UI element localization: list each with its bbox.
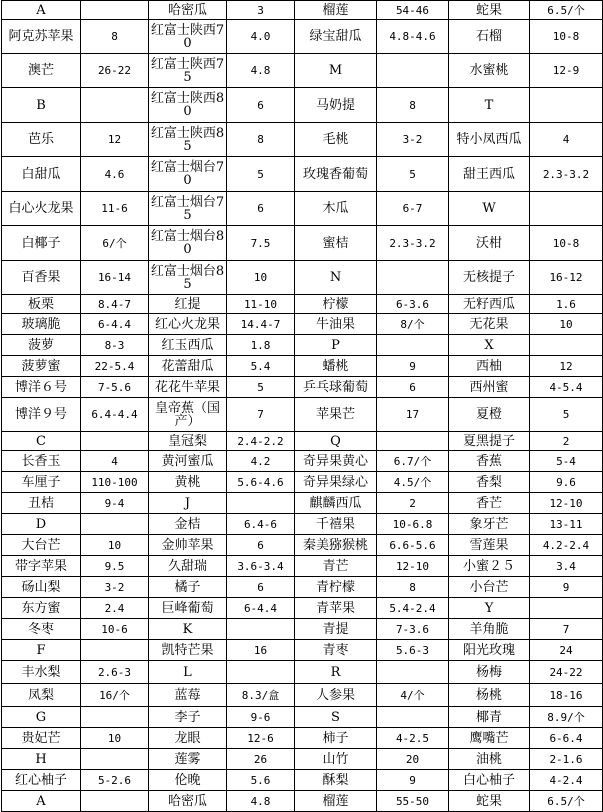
fruit-name-cell: 红富士烟台75 (149, 192, 227, 226)
price-cell: 3-2 (81, 577, 149, 598)
price-cell: 5.4-2.4 (377, 598, 449, 619)
fruit-name-cell: 香梨 (449, 472, 530, 493)
price-cell: 3-2 (377, 123, 449, 157)
price-cell: 10 (81, 535, 149, 556)
fruit-name-cell: 香蕉 (449, 451, 530, 472)
price-cell: 2.6-3 (81, 661, 149, 684)
price-cell: 7-3.6 (377, 619, 449, 640)
price-cell (227, 619, 295, 640)
fruit-name-cell: 蟠桃 (295, 356, 377, 377)
price-cell: 3 (227, 1, 295, 20)
fruit-name-cell: 龙眼 (149, 728, 227, 749)
fruit-name-cell: 东方蜜 (2, 598, 81, 619)
fruit-name-cell: 板栗 (2, 295, 81, 314)
fruit-name-cell: 蛇果 (449, 1, 530, 20)
table-row (2, 598, 603, 619)
table-row (2, 398, 603, 432)
fruit-name-cell: N (295, 261, 377, 295)
fruit-name-cell: Q (295, 432, 377, 451)
price-cell: 2.4-2.2 (227, 432, 295, 451)
fruit-name-cell: 绿宝甜瓜 (295, 20, 377, 54)
price-cell: 5 (227, 157, 295, 192)
price-cell: 12-6 (227, 728, 295, 749)
price-cell: 16 (227, 640, 295, 661)
price-cell: 11-10 (227, 295, 295, 314)
price-cell: 4-5.4 (530, 377, 603, 398)
fruit-name-cell: 苹果芒 (295, 398, 377, 432)
fruit-name-cell: 蜜桔 (295, 226, 377, 261)
fruit-name-cell: 无花果 (449, 314, 530, 335)
fruit-name-cell: H (2, 749, 81, 770)
fruit-name-cell: 芭乐 (2, 123, 81, 157)
fruit-name-cell: 百香果 (2, 261, 81, 295)
price-cell (81, 514, 149, 535)
fruit-name-cell: 青芒 (295, 556, 377, 577)
price-cell: 10-8 (530, 20, 603, 54)
fruit-price-table (1, 0, 603, 812)
price-cell (81, 88, 149, 123)
table-row (2, 514, 603, 535)
table-row (2, 356, 603, 377)
fruit-name-cell: 哈密瓜 (149, 791, 227, 812)
table-row (2, 451, 603, 472)
price-cell: 9-6 (227, 707, 295, 728)
fruit-name-cell: K (149, 619, 227, 640)
price-cell: 4.6 (81, 157, 149, 192)
price-cell: 11-6 (81, 192, 149, 226)
fruit-name-cell: 青苹果 (295, 598, 377, 619)
table-row (2, 192, 603, 226)
table-row (2, 314, 603, 335)
fruit-name-cell: 雪莲果 (449, 535, 530, 556)
fruit-name-cell: 黄桃 (149, 472, 227, 493)
fruit-name-cell: 奇异果黄心 (295, 451, 377, 472)
fruit-name-cell: 冬枣 (2, 619, 81, 640)
fruit-name-cell: 李子 (149, 707, 227, 728)
price-cell: 5 (227, 377, 295, 398)
price-cell: 6 (227, 192, 295, 226)
price-cell: 4.8-4.6 (377, 20, 449, 54)
price-cell (377, 661, 449, 684)
price-cell: 7-5.6 (81, 377, 149, 398)
fruit-name-cell: T (449, 88, 530, 123)
fruit-name-cell: 红富士陕西85 (149, 123, 227, 157)
price-cell: 6-4.4 (227, 598, 295, 619)
fruit-name-cell: W (449, 192, 530, 226)
fruit-name-cell: 无籽西瓜 (449, 295, 530, 314)
price-cell: 4/个 (377, 684, 449, 707)
price-cell: 54-46 (377, 1, 449, 20)
table-row (2, 707, 603, 728)
price-cell: 4-2.4 (530, 770, 603, 791)
price-cell: 6-6.4 (530, 728, 603, 749)
price-cell (81, 1, 149, 20)
price-cell: 4.5/个 (377, 472, 449, 493)
fruit-name-cell: L (149, 661, 227, 684)
fruit-name-cell: 夏橙 (449, 398, 530, 432)
price-cell: 6/个 (81, 226, 149, 261)
fruit-name-cell: 阿克苏苹果 (2, 20, 81, 54)
fruit-name-cell: 红富士烟台85 (149, 261, 227, 295)
price-cell: 4 (530, 123, 603, 157)
price-cell: 10 (81, 728, 149, 749)
fruit-name-cell: J (149, 493, 227, 514)
fruit-name-cell: 哈密瓜 (149, 1, 227, 20)
price-cell: 10-8 (530, 226, 603, 261)
price-cell: 3.4 (530, 556, 603, 577)
fruit-name-cell: 玻璃脆 (2, 314, 81, 335)
price-cell: 1.8 (227, 335, 295, 356)
price-cell (377, 335, 449, 356)
fruit-name-cell: 酥梨 (295, 770, 377, 791)
price-cell: 7 (530, 619, 603, 640)
price-cell: 10-6 (81, 619, 149, 640)
fruit-name-cell: 皇冠梨 (149, 432, 227, 451)
fruit-name-cell: 麒麟西瓜 (295, 493, 377, 514)
fruit-name-cell: 杨桃 (449, 684, 530, 707)
fruit-name-cell: 车厘子 (2, 472, 81, 493)
table-row (2, 684, 603, 707)
price-cell: 8.3/盒 (227, 684, 295, 707)
fruit-name-cell: 丑桔 (2, 493, 81, 514)
fruit-name-cell: 阳光玫瑰 (449, 640, 530, 661)
fruit-name-cell: 贵妃芒 (2, 728, 81, 749)
fruit-name-cell: 红富士陕西75 (149, 54, 227, 88)
fruit-name-cell: 杨梅 (449, 661, 530, 684)
fruit-name-cell: B (2, 88, 81, 123)
fruit-name-cell: P (295, 335, 377, 356)
price-cell: 2.3-3.2 (530, 157, 603, 192)
fruit-name-cell: 无核提子 (449, 261, 530, 295)
fruit-name-cell: 砀山梨 (2, 577, 81, 598)
fruit-name-cell: 水蜜桃 (449, 54, 530, 88)
fruit-name-cell: 蓝莓 (149, 684, 227, 707)
price-cell: 24 (530, 640, 603, 661)
price-cell: 5 (530, 398, 603, 432)
table-row (2, 640, 603, 661)
fruit-name-cell: 莲雾 (149, 749, 227, 770)
table-row (2, 261, 603, 295)
fruit-name-cell: 丰水梨 (2, 661, 81, 684)
price-cell: 6.5/个 (530, 1, 603, 20)
fruit-name-cell: 白心柚子 (449, 770, 530, 791)
fruit-name-cell: 西州蜜 (449, 377, 530, 398)
fruit-name-cell: R (295, 661, 377, 684)
fruit-name-cell: 西柚 (449, 356, 530, 377)
price-cell: 5 (377, 157, 449, 192)
price-cell: 5.6-3 (377, 640, 449, 661)
price-cell: 24-22 (530, 661, 603, 684)
fruit-name-cell: 象牙芒 (449, 514, 530, 535)
price-cell (81, 707, 149, 728)
price-cell: 16-12 (530, 261, 603, 295)
fruit-name-cell: 牛油果 (295, 314, 377, 335)
fruit-name-cell: F (2, 640, 81, 661)
price-cell: 12 (530, 356, 603, 377)
fruit-name-cell: 柿子 (295, 728, 377, 749)
price-cell: 8.4-7 (81, 295, 149, 314)
price-cell: 10 (530, 314, 603, 335)
fruit-name-cell: 红富士烟台70 (149, 157, 227, 192)
price-cell: 26-22 (81, 54, 149, 88)
price-cell: 110-100 (81, 472, 149, 493)
price-cell (530, 192, 603, 226)
price-cell: 6-3.6 (377, 295, 449, 314)
price-cell: 9 (530, 577, 603, 598)
fruit-name-cell: 奇异果绿心 (295, 472, 377, 493)
price-cell: 6.5/个 (530, 791, 603, 812)
price-cell: 4.8 (227, 791, 295, 812)
price-cell: 6 (377, 377, 449, 398)
price-cell: 5.4 (227, 356, 295, 377)
price-cell: 6 (227, 577, 295, 598)
price-cell: 17 (377, 398, 449, 432)
fruit-name-cell: A (2, 1, 81, 20)
fruit-name-cell: 白心火龙果 (2, 192, 81, 226)
fruit-name-cell: 凤梨 (2, 684, 81, 707)
price-cell: 3.6-3.4 (227, 556, 295, 577)
price-cell: 4.0 (227, 20, 295, 54)
table-row (2, 54, 603, 88)
fruit-name-cell: 巨峰葡萄 (149, 598, 227, 619)
fruit-name-cell: 白甜瓜 (2, 157, 81, 192)
fruit-name-cell: 木瓜 (295, 192, 377, 226)
table-row (2, 728, 603, 749)
table-row (2, 123, 603, 157)
price-cell: 20 (377, 749, 449, 770)
fruit-name-cell: 毛桃 (295, 123, 377, 157)
price-cell: 12 (81, 123, 149, 157)
price-cell: 4.2-2.4 (530, 535, 603, 556)
price-cell: 18-16 (530, 684, 603, 707)
price-cell (377, 432, 449, 451)
price-cell (377, 707, 449, 728)
price-cell: 8 (377, 88, 449, 123)
fruit-name-cell: 玫瑰香葡萄 (295, 157, 377, 192)
price-cell: 6-4.4 (81, 314, 149, 335)
fruit-name-cell: 金帅苹果 (149, 535, 227, 556)
price-cell: 8.9/个 (530, 707, 603, 728)
price-cell: 9-4 (81, 493, 149, 514)
fruit-name-cell: 凯特芒果 (149, 640, 227, 661)
table-row (2, 432, 603, 451)
price-cell: 2.4 (81, 598, 149, 619)
fruit-name-cell: 小蜜２５ (449, 556, 530, 577)
price-cell: 4.8 (227, 54, 295, 88)
price-cell (81, 791, 149, 812)
price-cell: 6 (227, 88, 295, 123)
price-cell: 4-2.5 (377, 728, 449, 749)
price-cell: 5.6-4.6 (227, 472, 295, 493)
price-cell: 5.6 (227, 770, 295, 791)
price-cell (227, 661, 295, 684)
price-cell: 6 (227, 535, 295, 556)
fruit-name-cell: 榴莲 (295, 791, 377, 812)
price-cell (377, 54, 449, 88)
fruit-name-cell: 马奶提 (295, 88, 377, 123)
fruit-name-cell: 鹰嘴芒 (449, 728, 530, 749)
price-cell: 7 (227, 398, 295, 432)
price-cell: 5-2.6 (81, 770, 149, 791)
price-cell (81, 432, 149, 451)
fruit-name-cell: 菠萝蜜 (2, 356, 81, 377)
price-cell: 22-5.4 (81, 356, 149, 377)
fruit-name-cell: 香芒 (449, 493, 530, 514)
price-cell: 16-14 (81, 261, 149, 295)
price-cell: 6.4-4.4 (81, 398, 149, 432)
fruit-name-cell: 椰青 (449, 707, 530, 728)
fruit-name-cell: D (2, 514, 81, 535)
table-row (2, 1, 603, 20)
price-cell (530, 88, 603, 123)
table-row (2, 295, 603, 314)
price-cell: 8 (81, 20, 149, 54)
fruit-name-cell: 花蕾甜瓜 (149, 356, 227, 377)
fruit-name-cell: 特小凤西瓜 (449, 123, 530, 157)
fruit-name-cell: 花花牛苹果 (149, 377, 227, 398)
fruit-name-cell: 柠檬 (295, 295, 377, 314)
price-cell: 13-11 (530, 514, 603, 535)
price-cell (227, 493, 295, 514)
table-row (2, 535, 603, 556)
price-cell: 8 (377, 577, 449, 598)
fruit-name-cell: 红富士陕西70 (149, 20, 227, 54)
price-cell: 9.5 (81, 556, 149, 577)
fruit-name-cell: 青柠檬 (295, 577, 377, 598)
fruit-name-cell: 夏黑提子 (449, 432, 530, 451)
fruit-name-cell: 羊角脆 (449, 619, 530, 640)
price-cell: 14.4-7 (227, 314, 295, 335)
price-cell: 4 (81, 451, 149, 472)
table-row (2, 619, 603, 640)
price-cell: 9 (377, 356, 449, 377)
price-cell: 4.2 (227, 451, 295, 472)
price-cell (81, 640, 149, 661)
table-row (2, 577, 603, 598)
fruit-name-cell: A (2, 791, 81, 812)
price-table-body (2, 1, 603, 812)
fruit-name-cell: 黄河蜜瓜 (149, 451, 227, 472)
price-cell: 10-6.8 (377, 514, 449, 535)
fruit-name-cell: 久甜瑞 (149, 556, 227, 577)
table-row (2, 377, 603, 398)
fruit-name-cell: 人参果 (295, 684, 377, 707)
fruit-name-cell: 皇帝蕉（国产） (149, 398, 227, 432)
price-cell: 12-10 (530, 493, 603, 514)
price-cell (81, 749, 149, 770)
fruit-name-cell: M (295, 54, 377, 88)
price-cell: 9.6 (530, 472, 603, 493)
price-cell (530, 598, 603, 619)
price-cell (530, 335, 603, 356)
price-cell: 6.4-6 (227, 514, 295, 535)
fruit-name-cell: 乒乓球葡萄 (295, 377, 377, 398)
table-row (2, 770, 603, 791)
price-cell: 12-10 (377, 556, 449, 577)
table-row (2, 20, 603, 54)
price-cell: 1.6 (530, 295, 603, 314)
fruit-name-cell: 蛇果 (449, 791, 530, 812)
fruit-name-cell: 伦晚 (149, 770, 227, 791)
fruit-name-cell: C (2, 432, 81, 451)
price-cell: 2 (530, 432, 603, 451)
price-cell: 2-1.6 (530, 749, 603, 770)
fruit-name-cell: 红玉西瓜 (149, 335, 227, 356)
fruit-name-cell: 大台芒 (2, 535, 81, 556)
price-cell: 55-50 (377, 791, 449, 812)
fruit-name-cell: 红提 (149, 295, 227, 314)
fruit-name-cell: 澳芒 (2, 54, 81, 88)
fruit-name-cell: 榴莲 (295, 1, 377, 20)
fruit-name-cell: 金桔 (149, 514, 227, 535)
fruit-name-cell: 油桃 (449, 749, 530, 770)
fruit-name-cell: 秦美猕猴桃 (295, 535, 377, 556)
table-row (2, 88, 603, 123)
table-row (2, 556, 603, 577)
fruit-name-cell: G (2, 707, 81, 728)
fruit-name-cell: 青枣 (295, 640, 377, 661)
fruit-name-cell: 千禧果 (295, 514, 377, 535)
price-cell: 12-9 (530, 54, 603, 88)
fruit-name-cell: 博洋９号 (2, 398, 81, 432)
price-cell: 7.5 (227, 226, 295, 261)
table-row (2, 791, 603, 812)
fruit-name-cell: 红富士陕西80 (149, 88, 227, 123)
table-row (2, 226, 603, 261)
fruit-name-cell: 沃柑 (449, 226, 530, 261)
fruit-name-cell: 红富士烟台80 (149, 226, 227, 261)
fruit-name-cell: 红心柚子 (2, 770, 81, 791)
fruit-name-cell: 红心火龙果 (149, 314, 227, 335)
fruit-name-cell: S (295, 707, 377, 728)
fruit-name-cell: 橘子 (149, 577, 227, 598)
price-cell: 8/个 (377, 314, 449, 335)
fruit-name-cell: 博洋６号 (2, 377, 81, 398)
price-cell: 2 (377, 493, 449, 514)
price-cell: 26 (227, 749, 295, 770)
price-cell: 6.7/个 (377, 451, 449, 472)
price-cell: 16/个 (81, 684, 149, 707)
fruit-name-cell: 带字苹果 (2, 556, 81, 577)
price-cell: 8 (227, 123, 295, 157)
price-cell: 6-7 (377, 192, 449, 226)
price-cell: 10 (227, 261, 295, 295)
fruit-name-cell: 长香玉 (2, 451, 81, 472)
price-cell (377, 261, 449, 295)
table-row (2, 749, 603, 770)
fruit-name-cell: 青提 (295, 619, 377, 640)
table-row (2, 335, 603, 356)
fruit-name-cell: 小台芒 (449, 577, 530, 598)
price-cell: 8-3 (81, 335, 149, 356)
fruit-name-cell: Y (449, 598, 530, 619)
fruit-name-cell: 白椰子 (2, 226, 81, 261)
fruit-name-cell: 菠萝 (2, 335, 81, 356)
price-cell: 9 (377, 770, 449, 791)
price-cell: 6.6-5.6 (377, 535, 449, 556)
table-row (2, 472, 603, 493)
fruit-name-cell: 甜王西瓜 (449, 157, 530, 192)
fruit-name-cell: X (449, 335, 530, 356)
price-cell: 5-4 (530, 451, 603, 472)
table-row (2, 493, 603, 514)
table-row (2, 661, 603, 684)
table-row (2, 157, 603, 192)
price-cell: 2.3-3.2 (377, 226, 449, 261)
fruit-name-cell: 山竹 (295, 749, 377, 770)
fruit-name-cell: 石榴 (449, 20, 530, 54)
